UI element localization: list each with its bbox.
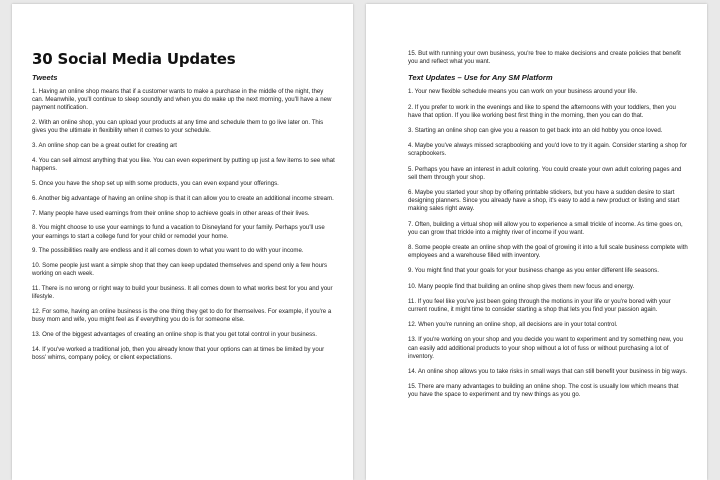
text-update-1: 1. Your new flexible schedule means you can work on your business around your life. [408,88,638,96]
text-update-4: 4. Maybe you've always missed scrapbooking and you'd love to try it again. Consider starting a shop for scrapbookers. [408,142,688,158]
tweet-11: 11. There is no wrong or right way to build your business. It all comes down to what works best for you and your lifestyle. [32,285,333,301]
text-update-13: 13. If you're working on your shop and you decide you want to experiment and try something new, you can easily add additional products to your shop without a lot of fuss or without purchasing a lot of inventory. [408,336,683,360]
tweet-15: 15. But with running your own business, you're free to make decisions and create policies that benefit you and reflect what you want. [408,50,681,66]
document-title: 30 Social Media Updates [32,50,236,68]
text-update-5: 5. Perhaps you have an interest in adult coloring. You could create your own adult coloring pages and sell them through your shop. [408,165,682,181]
text-update-14: 14. An online shop allows you to take risks in small ways that can still benefit your business in big ways. [408,368,688,376]
text-update-15: 15. There are many advantages to building an online shop. The cost is usually low which means that you have the space to experiment and try new things as you go. [408,383,679,399]
section-heading-tweets: Tweets [32,73,58,82]
text-update-8: 8. Some people create an online shop with the goal of growing it into a full scale business complete with employees and a warehouse filled with inventory. [408,244,688,260]
text-update-11: 11. If you feel like you've just been going through the motions in your life or you're bored with your current routine, it might time to consider starting a shop that lets you find your passion again. [408,297,671,314]
tweet-10: 10. Some people just want a simple shop that they can keep updated themselves and spend only a few hours working on each week. [32,262,328,278]
text-update-2: 2. If you prefer to work in the evenings and like to spend the afternoons with your toddlers, then you have that option. If you like working best first thing in the morning, then you can do that. [408,103,676,119]
text-update-6: 6. Maybe you started your shop by offering printable stickers, but you have a sudden desire to start designing planners. Since you already have a shop, it's easy to add a new product or listing and start making sales right away. [408,189,680,213]
tweet-12: 12. For some, having an online business is the one thing they get to do for themselves. For example, if you're a busy mom and wife, you might feel as if everything you do is for someone else. [32,308,332,324]
tweet-3: 3. An online shop can be a great outlet for creating art [32,142,177,150]
tweet-6: 6. Another big advantage of having an online shop is that it can allow you to create an additional income stream. [32,194,334,202]
section-heading-text-updates: Text Updates – Use for Any SM Platform [408,73,553,83]
tweet-2: 2. With an online shop, you can upload your products at any time and schedule them to go live later on. This gives you the ultimate in flexibility when it comes to your schedule. [32,119,324,135]
text-update-3: 3. Starting an online shop can give you a reason to get back into an old hobby you once loved. [408,127,663,135]
tweet-1: 1. Having an online shop means that if a customer wants to make a purchase in the middle of the night, they can. Meanwhile, you'll continue to sleep soundly and when you do wake up the next morning, you'll have a new payment notification. [32,88,332,112]
document-page-left [12,4,353,480]
tweet-5: 5. Once you have the shop set up with some products, you can even expand your offerings. [32,180,279,187]
text-update-10: 10. Many people find that building an online shop gives them new focus and energy. [408,282,635,290]
document-page-right [366,4,707,480]
tweet-9: 9. The possibilities really are endless and it all comes down to what you want to do with your income. [32,247,304,255]
tweet-14: 14. If you've worked a traditional job, then you already know that your options can at times be limited by your boss' whims, company policy, or client expectations. [32,345,325,362]
tweet-4: 4. You can sell almost anything that you like. You can even experiment by putting up just a few items to see what happens. [32,157,335,173]
tweet-8: 8. You might choose to use your earnings to fund a vacation to Disneyland for your family. Perhaps you'll use your earnings to start a college fund for your child or remodel your home. [32,224,325,240]
tweet-7: 7. Many people have used earnings from their online shop to achieve goals in other areas of their lives. [32,209,310,217]
tweet-13: 13. One of the biggest advantages of creating an online shop is that you get total control in your business. [32,331,317,339]
text-update-7: 7. Often, building a virtual shop will allow you to experience a small trickle of income. As time goes on, you can grow that trickle into a mighty river of income if you want. [408,220,683,236]
text-update-12: 12. When you're running an online shop, all decisions are in your total control. [408,321,618,329]
text-update-9: 9. You might find that your goals for your business change as you enter different life seasons. [408,267,659,275]
